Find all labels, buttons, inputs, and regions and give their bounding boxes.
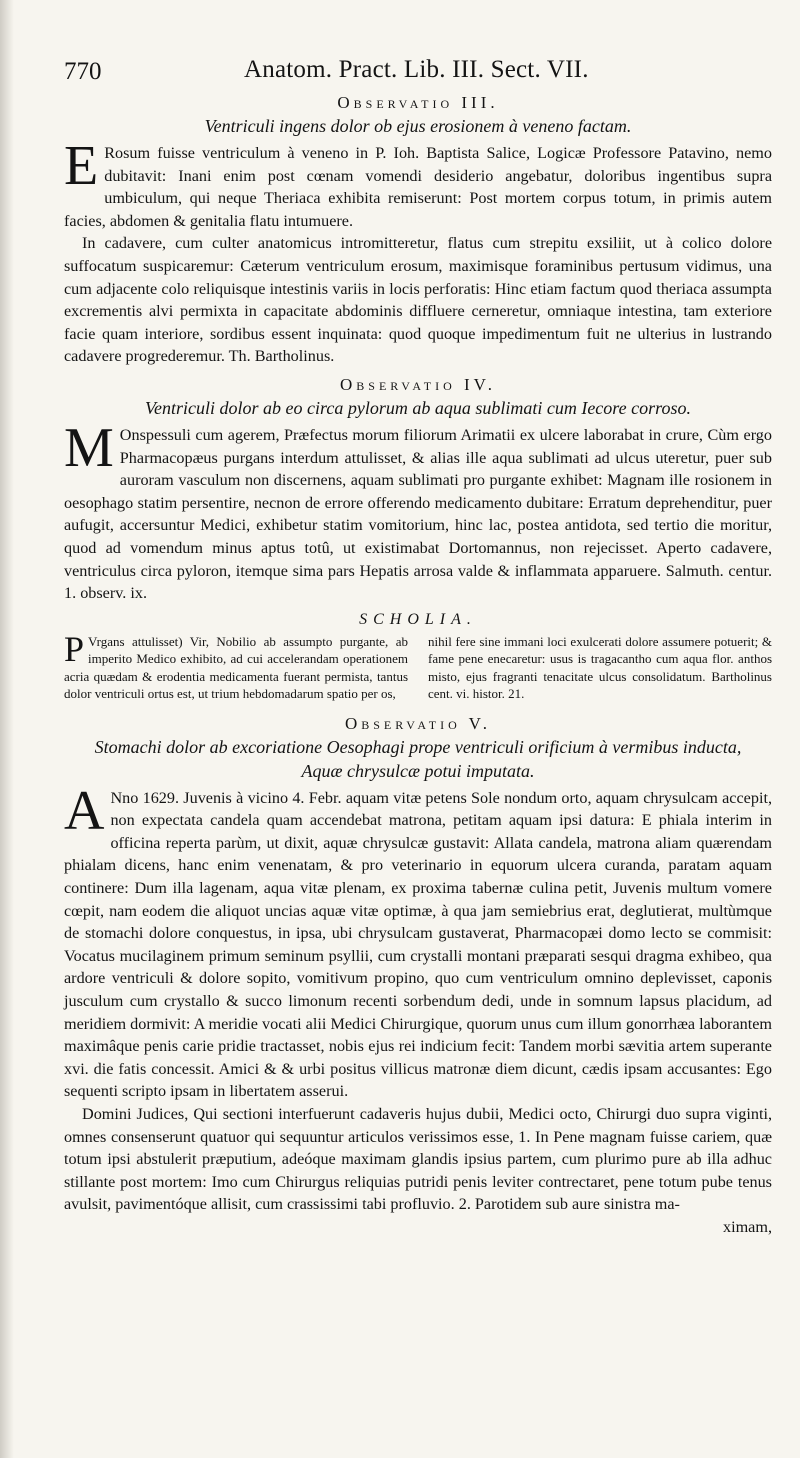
scholia-heading: SCHOLIA. <box>359 610 477 628</box>
observation-heading: Observatio III. <box>337 93 499 112</box>
observation-3 <box>64 92 772 368</box>
drop-cap: E <box>64 135 99 197</box>
running-head <box>64 52 772 92</box>
scholia-text: Vrgans attulisset) Vir, Nobilio ab assumpto purgante, ab imperito Medico exhibito, ad cui accelerandam operationem acria quædam & erodentia medicamenta fuerant permista, tantus dolor ventriculi ortus est, ut trium hebdomadarum spatio per os, <box>64 633 408 702</box>
observation-paragraph <box>64 779 772 1103</box>
observation-title: Ventriculi dolor ab eo circa pylorum ab aqua sublimati cum Iecore corroso. <box>145 397 691 418</box>
scholia-columns <box>64 628 772 703</box>
running-title: Anatom. Pract. Lib. III. Sect. VII. <box>244 56 589 83</box>
drop-cap: P <box>64 628 85 669</box>
observation-paragraph <box>64 416 772 605</box>
scholia-column-right: nihil fere sine immani loci exulcerati dolore assumere potuerit; & fame pene enecaretur: usus is tragacantho cum aqua flor. anthos misto, ejus fragranti tenacitate ulcus consolidatum. Bartholinus cent. vi. histor. 21. <box>428 633 772 702</box>
observation-title: Ventriculi ingens dolor ob ejus erosionem à veneno factam. <box>204 116 632 136</box>
observation-heading: Observatio IV. <box>339 374 497 394</box>
scholia <box>64 611 772 703</box>
page-gutter-shadow <box>0 0 14 1458</box>
observation-heading: Observatio V. <box>344 713 492 733</box>
drop-cap: A <box>64 779 105 842</box>
catchword: ximam, <box>722 1217 772 1236</box>
observation-4 <box>64 374 772 605</box>
paragraph-text: Nno 1629. Juvenis à vicino 4. Febr. aquam vitæ petens Sole nondum orto, aquam chrysulcam accepit, non expectata candela quam accendebat matrona, petitam aquam ipsi datura: E phiala interim in officina reperta parùm, ut dixit, aquæ chrysulcæ gustavit: Allata candela, matrona aliam quærendam phialam dicens, hanc enim venenatam, & pro veterinario in equorum ulcera curanda, paratam aquam continere: Dum illa lagenam, aqua vitæ plenam, ex proxima tabernæ culina petit, Juvenis multum vomere cœpit, nam eodem die aliquot uncias aquæ vitæ optimæ, à qua jam semiebrius erat, deglutierat, multùmque de stomachi dolore conquestus, in ipsa, ubi chrysulcam gustaverat, Pharmacopæi domo lecto se commisit: Vocatus mucilaginem primum seminum psyllii, cum crystalli montani præparati sesqui dragma exhibeo, qua ardore ventriculi & dolore sopito, vomitivum propino, quo cum ventriculum omnino deplevisset, caponis jusculum cum crystallo & succo limonum recenti sorbendum dedi, unde in somnum lapsus placidum, ad meridiem dormivit: A meridie vocati alii Medici Chirurgique, quorum unus cum illum gonorrhæa laborantem maximâque penis carie pridie tractasset, nobis ejus rei indicium fecit: Tandem morbi sævitia artem superante xvi. die fatis concessit. Amici & & urbi positus villicus matronæ diem dicunt, cædis ipsam accusantes: Ego sequenti scripto ipsam in libertatem asserui. <box>64 788 772 1101</box>
observation-paragraph <box>64 135 772 232</box>
observation-5 <box>64 713 772 1238</box>
paragraph-text: Rosum fuisse ventriculum à veneno in P. Ioh. Baptista Salice, Logicæ Professore Patavino, nemo dubitavit: Inani enim post cœnam vomendi desiderio angebatur, doloribus ingentibus supra umbiculum, qui neque Theriaca exhibita remiserunt: Post mortem corpus totum, in primis autem facies, abdomen & genitalia flatu intumuere. <box>64 144 772 230</box>
paragraph-text: Onspessuli cum agerem, Præfectus morum filiorum Arimatii ex ulcere laborabat in crure, Cùm ergo Pharmacopæus purgans interdum attulisset, & alias ille aqua sublimati ad ulcus uteretur, puer sub auroram vasculum non discernens, aquam sublimati pro purgante exhibet: Magnam ille rosionem in oesophago statim persentire, necnon de errore offerendo medicamento dubitare: Erratum deprehenditur, puer aufugit, accersuntur Medici, exhibetur statim vomitorium, hinc lac, postea antidota, sed tertio die moritur, quod ad vomendum minus aptus totû, ut existimabat Dortomannus, non rejecisset. Aperto cadavere, ventriculus circa pyloron, itemque sima pars Hepatis arrosa valde & inflammata apparuere. Salmuth. centur. 1. observ. ix. <box>64 425 772 603</box>
page-number: 770 <box>64 58 102 85</box>
observation-title-line-1: Stomachi dolor ab excoriatione Oesophagi prope ventriculi orificium à vermibus inducta, <box>94 736 742 757</box>
scholia-column-left <box>64 628 408 703</box>
drop-cap: M <box>64 416 114 479</box>
observation-paragraph: Domini Judices, Qui sectioni interfuerunt cadaveris hujus dubii, Medici octo, Chirurgi duo supra viginti, omnes consenserunt quatuor qui sequuntur articulos verissimos esse, 1. In Pene magnam fuisse cariem, quæ totum ipsi abstulerit præputium, adeóque maximam glandis ipsius partem, cum plurimo pure ab illa adhuc stillante post mortem: Imo cum Chirurgus reliquias putridi penis leviter contrectaret, pene totum pube tenus avulsit, pavimentóque allisit, cum crassissimi tabi profluvio. 2. Parotidem sub aure sinistra ma- <box>64 1105 772 1214</box>
observation-paragraph: In cadavere, cum culter anatomicus intromitteretur, flatus cum strepitu exsiliit, ut à colico dolore suffocatum suspicaremur: Cæterum ventriculum erosum, maximisque foraminibus pertusum vidimus, una cum adjacente colo reliquisque intestinis variis in locis perforatis: Hinc etiam factum quod theriaca assumpta excrementis alvi permixta in capacitate abdominis diffluere cerneretur, omniaque intestina, tam exteriore facie quam interiore, sordibus essent inquinata: quod quoque impedimentum fuit ne ulterius in lustrando cadavere progrederemur. Th. Bartholinus. <box>64 234 772 366</box>
observation-title-line-2: Aquæ chrysulcæ potui imputata. <box>301 760 535 781</box>
